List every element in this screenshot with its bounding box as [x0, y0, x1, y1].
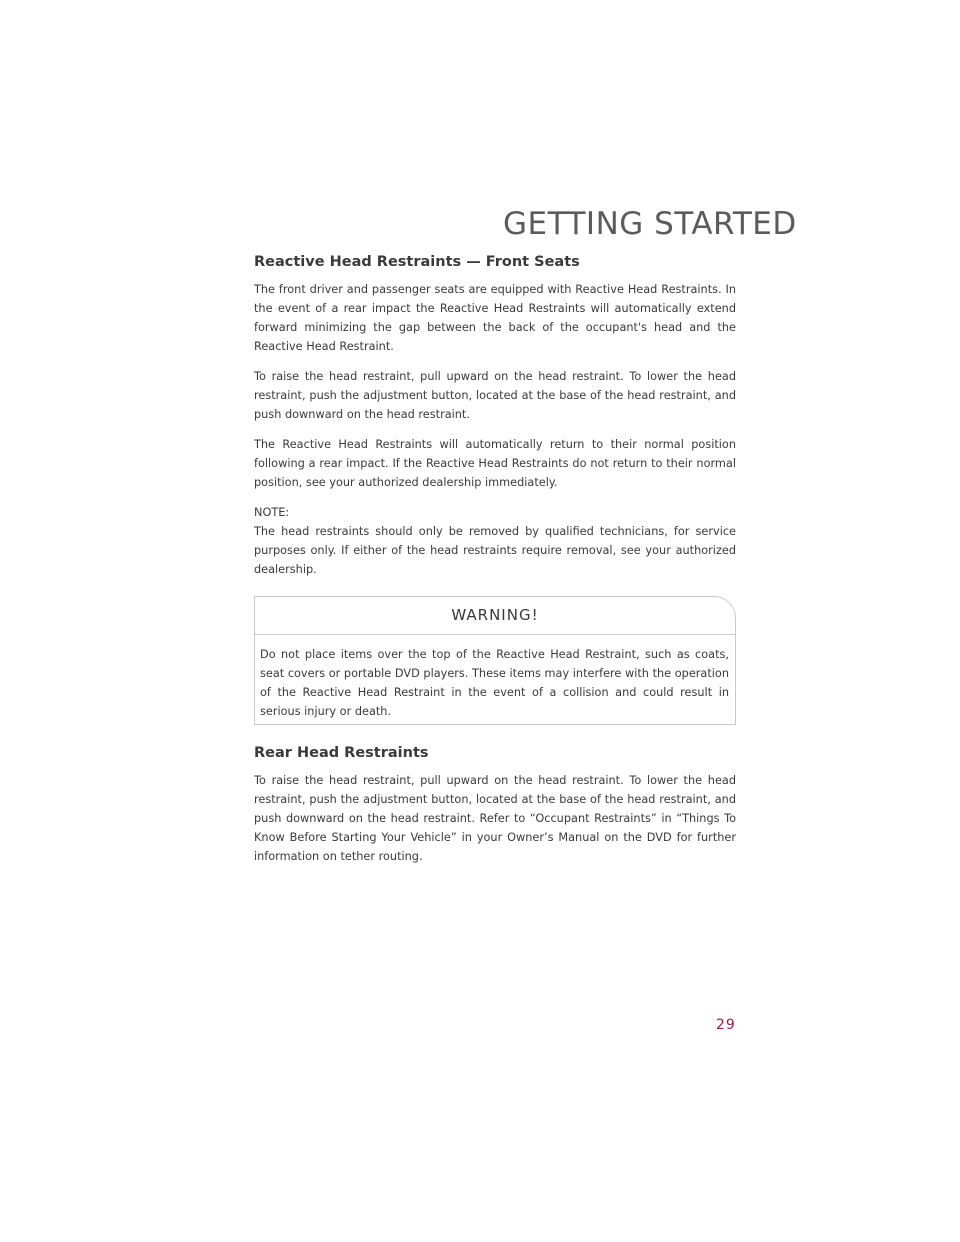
warning-title: WARNING! — [451, 606, 539, 624]
warning-body: Do not place items over the top of the Reactive Head Restraint, such as coats, seat covers or portable DVD players. These items may interfere with the operation of the Reactive Head Restraint in the event of a collision and could result in serious injury or death. — [260, 648, 729, 718]
page-number: 29 — [716, 1017, 736, 1033]
warning-box — [254, 596, 736, 725]
warning-divider — [255, 634, 735, 635]
reactive-head-restraints-heading: Reactive Head Restraints — Front Seats — [254, 254, 580, 270]
note-text: The head restraints should only be removed by qualified technicians, for service purposes only. If either of the head restraints require removal, see your authorized dealership. — [254, 525, 736, 576]
rear-paragraph-1: To raise the head restraint, pull upward on the head restraint. To lower the head restraint, push the adjustment button, located at the base of the head restraint, and push downward on the head restraint. Refer to “Occupant Restraints” in “Things To Know Before Starting Your Vehicle” in your Owner’s Manual on the DVD for further information on tether routing. — [254, 774, 736, 863]
rear-head-restraints-heading: Rear Head Restraints — [254, 745, 429, 761]
reactive-paragraph-2: To raise the head restraint, pull upward on the head restraint. To lower the head restraint, push the adjustment button, located at the base of the head restraint, and push downward on the head restraint. — [254, 370, 736, 421]
section-header: GETTING STARTED — [503, 206, 797, 242]
page-content — [254, 254, 736, 877]
reactive-paragraph-1: The front driver and passenger seats are equipped with Reactive Head Restraints. In the event of a rear impact the Reactive Head Restraints will automatically extend forward minimizing the gap between the back of the occupant's head and the Reactive Head Restraint. — [254, 283, 736, 353]
note-label: NOTE: — [254, 506, 290, 519]
reactive-paragraph-3: The Reactive Head Restraints will automatically return to their normal position following a rear impact. If the Reactive Head Restraints do not return to their normal position, see your authorized dealership immediately. — [254, 438, 736, 489]
